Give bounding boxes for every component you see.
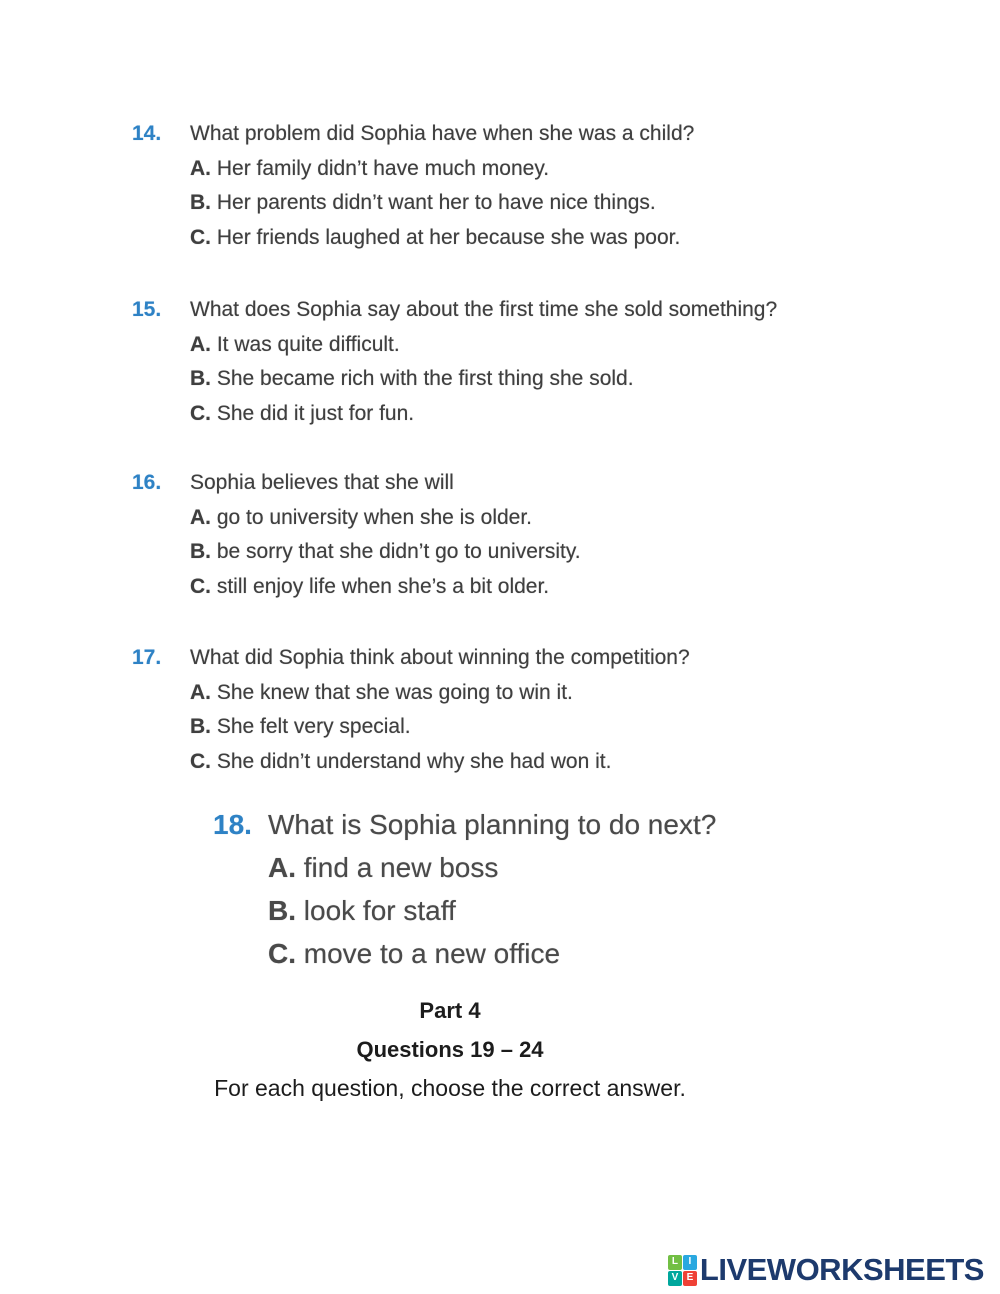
question-16-option-b[interactable] bbox=[190, 535, 581, 570]
question-17-option-b[interactable] bbox=[190, 710, 690, 745]
option-label: A. bbox=[190, 156, 211, 180]
option-text: move to a new office bbox=[303, 938, 561, 969]
option-label: A. bbox=[190, 680, 211, 704]
part-instruction: For each question, choose the correct answer. bbox=[214, 1075, 686, 1101]
question-16-text: Sophia believes that she will bbox=[190, 471, 454, 494]
option-label: A. bbox=[190, 505, 211, 529]
question-14-option-c[interactable] bbox=[190, 221, 694, 256]
option-label: B. bbox=[190, 715, 211, 738]
question-15-option-b[interactable] bbox=[190, 362, 777, 397]
option-text: She knew that she was going to win it. bbox=[216, 680, 573, 704]
question-15-option-c[interactable] bbox=[190, 397, 777, 432]
part-title: Part 4 bbox=[419, 998, 481, 1023]
question-14-number: 14. bbox=[132, 122, 162, 145]
brand-name: LIVEWORKSHEETS bbox=[699, 1252, 984, 1287]
question-14 bbox=[132, 117, 695, 255]
question-18-option-c[interactable] bbox=[268, 932, 716, 975]
part-question-range: Questions 19 – 24 bbox=[356, 1036, 544, 1062]
question-17-text: What did Sophia think about winning the competition? bbox=[190, 646, 690, 669]
option-text: She felt very special. bbox=[216, 715, 411, 738]
option-label: C. bbox=[190, 225, 211, 249]
question-16-number: 16. bbox=[132, 471, 162, 494]
question-16-option-c[interactable] bbox=[190, 570, 581, 605]
question-15-text: What does Sophia say about the first time she sold something? bbox=[190, 298, 778, 321]
question-17-option-a[interactable] bbox=[190, 676, 690, 711]
question-18-option-a[interactable] bbox=[268, 846, 716, 889]
option-label: A. bbox=[268, 852, 296, 883]
option-text: still enjoy life when she’s a bit older. bbox=[216, 574, 550, 598]
logo-square-e: E bbox=[683, 1271, 697, 1286]
question-18-number: 18. bbox=[213, 809, 252, 840]
option-label: C. bbox=[268, 938, 296, 969]
option-text: She did it just for fun. bbox=[216, 401, 415, 425]
logo-square-v: V bbox=[668, 1271, 682, 1286]
question-15 bbox=[132, 293, 778, 431]
logo-square-l: L bbox=[668, 1255, 682, 1270]
question-16-option-a[interactable] bbox=[190, 501, 581, 536]
liveworksheets-grid-icon bbox=[668, 1255, 697, 1286]
option-text: It was quite difficult. bbox=[216, 332, 400, 356]
question-16 bbox=[132, 466, 581, 604]
option-label: A. bbox=[190, 332, 211, 356]
option-text: go to university when she is older. bbox=[216, 505, 533, 529]
option-label: B. bbox=[190, 540, 211, 563]
question-17-option-c[interactable] bbox=[190, 745, 690, 780]
option-text: Her parents didn’t want her to have nice things. bbox=[216, 191, 656, 214]
option-text: find a new boss bbox=[303, 852, 499, 883]
option-text: look for staff bbox=[303, 895, 456, 926]
question-18 bbox=[213, 803, 717, 975]
question-15-option-a[interactable] bbox=[190, 328, 777, 363]
question-17 bbox=[132, 641, 690, 779]
option-label: C. bbox=[190, 574, 211, 598]
question-15-number: 15. bbox=[132, 298, 162, 321]
option-label: B. bbox=[268, 895, 296, 926]
option-label: C. bbox=[190, 401, 211, 425]
option-text: She became rich with the first thing she sold. bbox=[216, 367, 634, 390]
option-text: be sorry that she didn’t go to university. bbox=[216, 540, 581, 563]
question-14-option-b[interactable] bbox=[190, 186, 694, 221]
question-18-text: What is Sophia planning to do next? bbox=[268, 809, 717, 840]
option-label: C. bbox=[190, 749, 211, 773]
question-14-option-a[interactable] bbox=[190, 152, 694, 187]
option-label: B. bbox=[190, 191, 211, 214]
option-text: Her family didn’t have much money. bbox=[216, 156, 550, 180]
logo-square-i: I bbox=[683, 1255, 697, 1270]
part-header bbox=[0, 992, 900, 1108]
question-17-number: 17. bbox=[132, 646, 162, 669]
question-18-option-b[interactable] bbox=[268, 889, 716, 932]
option-label: B. bbox=[190, 367, 211, 390]
question-14-text: What problem did Sophia have when she was a child? bbox=[190, 122, 695, 145]
option-text: She didn’t understand why she had won it. bbox=[216, 749, 612, 773]
option-text: Her friends laughed at her because she was poor. bbox=[216, 225, 681, 249]
liveworksheets-logo[interactable] bbox=[668, 1252, 984, 1288]
